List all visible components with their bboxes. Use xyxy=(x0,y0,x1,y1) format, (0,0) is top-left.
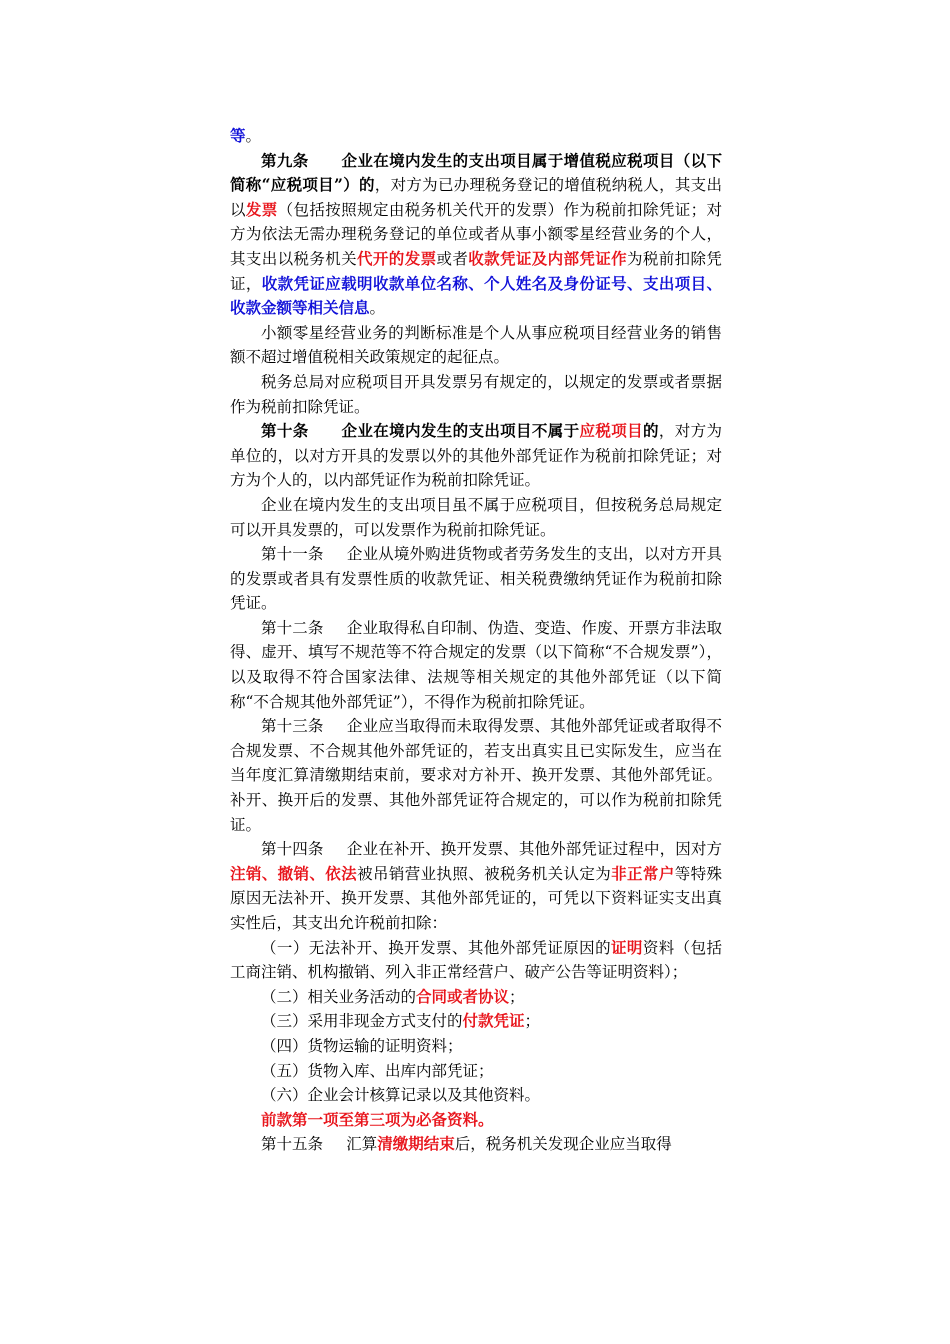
article-heading: 第十五条 xyxy=(261,1135,324,1154)
article-lead-text: 企业在境内发生的支出项目不属于 xyxy=(341,421,580,441)
list-item-1 xyxy=(230,936,722,985)
paragraph: 企业在境内发生的支出项目虽不属于应税项目，但按税务总局规定可以开具发票的，可以发票作为税前扣除凭证。 xyxy=(230,495,722,539)
paragraph-text: 。 xyxy=(369,299,386,318)
article-heading: 第十二条 xyxy=(261,618,324,637)
highlight-text: 清缴期结束 xyxy=(377,1134,455,1154)
paragraph-text: （三）采用非现金方式支付的 xyxy=(261,1012,463,1031)
paragraph-text: 等特殊原因无法补开、换开发票、其他外部凭证的，可凭以下资料证实支出真实性后，其支出允许税前扣除： xyxy=(230,864,722,932)
article-10 xyxy=(230,419,722,493)
paragraph-text: （一）无法补开、换开发票、其他外部凭证原因的 xyxy=(261,938,612,957)
article-heading: 第九条 xyxy=(261,150,309,170)
article-11 xyxy=(230,542,722,616)
paragraph-text: ； xyxy=(509,987,525,1006)
paragraph-text: 企业在补开、换开发票、其他外部凭证过程中，因对方 xyxy=(346,840,722,859)
article-lead-text: 的 xyxy=(642,421,659,441)
article-15 xyxy=(230,1132,722,1157)
paragraph: 税务总局对应税项目开具发票另有规定的，以规定的发票或者票据作为税前扣除凭证。 xyxy=(230,372,722,416)
list-item-3 xyxy=(230,1009,722,1034)
highlight-text: 应税项目 xyxy=(579,421,643,441)
required-materials-note: 前款第一项至第三项为必备资料。 xyxy=(261,1109,494,1129)
highlight-text: 非正常户 xyxy=(611,863,675,883)
highlight-text: 发票 xyxy=(245,199,278,219)
paragraph-text: 后，税务机关发现企业应当取得 xyxy=(454,1135,672,1154)
article-14 xyxy=(230,837,722,935)
paragraph-text: 企业取得私自印制、伪造、变造、作废、开票方非法取得、虚开、填写不规范等不符合规定的发票（以下简称“不合规发票”），以及取得不符合国家法律、法规等相关规定的其他外部凭证（以下简称“不合规其他外部凭证”），不得作为税前扣除凭证。 xyxy=(230,618,722,711)
highlight-text: 合同或者协议 xyxy=(416,986,510,1006)
paragraph-continuation xyxy=(230,124,722,149)
article-heading: 第十一条 xyxy=(261,545,324,564)
list-item-4: （四）货物运输的证明资料； xyxy=(261,1036,463,1055)
highlight-text: 收款凭证应载明收款单位名称、个人姓名及身份证号、支出项目、收款金额等相关信息 xyxy=(230,273,722,318)
paragraph-text: 汇算 xyxy=(346,1135,378,1154)
list-item-6: （六）企业会计核算记录以及其他资料。 xyxy=(261,1086,541,1105)
article-heading: 第十条 xyxy=(261,421,309,441)
paragraph-text: 资料（包括工商注销、机构撤销、列入非正常经营户、破产公告等证明资料）； xyxy=(230,938,722,982)
highlight-text: 付款凭证 xyxy=(462,1011,525,1031)
highlight-text: 等 xyxy=(230,126,246,145)
list-item-5: （五）货物入库、出库内部凭证； xyxy=(261,1061,494,1080)
article-heading: 第十三条 xyxy=(261,717,324,736)
paragraph-text: ，对方为单位的，以对方开具的发票以外的其他外部凭证作为税前扣除凭证；对方为个人的，以内部凭证作为税前扣除凭证。 xyxy=(230,422,722,490)
highlight-text: 注销、撤销、依法 xyxy=(230,863,358,883)
paragraph-text: （包括按照规定由税务机关代开的发票）作为税前扣除凭证；对方为依法无需办理税务登记的单位或者从事小额零星经营业务的个人，其支出以税务机关 xyxy=(230,200,722,268)
article-heading: 第十四条 xyxy=(261,840,324,859)
article-9 xyxy=(230,149,722,321)
paragraph-text: ； xyxy=(524,1012,541,1031)
paragraph-text: 被吊销营业执照、被税务机关认定为 xyxy=(357,864,612,883)
article-lead-text: 企业在境内发生的支出项目属于增值税应税项目（以下简称“应税项目”）的 xyxy=(230,150,722,195)
paragraph: 小额零星经营业务的判断标准是个人从事应税项目经营业务的销售额不超过增值税相关政策规定的起征点。 xyxy=(230,323,722,367)
paragraph-text: 为税前扣除凭证， xyxy=(230,249,722,293)
paragraph-text: （二）相关业务活动的 xyxy=(261,987,417,1006)
paragraph-text: 企业从境外购进货物或者劳务发生的支出，以对方开具的发票或者具有发票性质的收款凭证、相关税费缴纳凭证作为税前扣除凭证。 xyxy=(230,545,722,613)
highlight-text: 证明 xyxy=(611,937,643,957)
article-13 xyxy=(230,714,722,837)
list-item-2 xyxy=(230,985,722,1010)
paragraph-text: 企业应当取得而未取得发票、其他外部凭证或者取得不合规发票、不合规其他外部凭证的，若支出真实且已实际发生，应当在当年度汇算清缴期结束前，要求对方补开、换开发票、其他外部凭证。补开、换开后的发票、其他外部凭证符合规定的，可以作为税前扣除凭证。 xyxy=(230,717,722,834)
paragraph-text: 或者 xyxy=(436,249,469,268)
highlight-text: 收款凭证及内部凭证作 xyxy=(468,248,628,268)
article-12 xyxy=(230,616,722,714)
paragraph-text: ，对方为已办理税务登记的增值税纳税人，其支出以 xyxy=(230,176,722,219)
paragraph-text: 。 xyxy=(245,127,262,145)
document-page xyxy=(230,124,722,1157)
highlight-text: 代开的发票 xyxy=(357,248,437,268)
